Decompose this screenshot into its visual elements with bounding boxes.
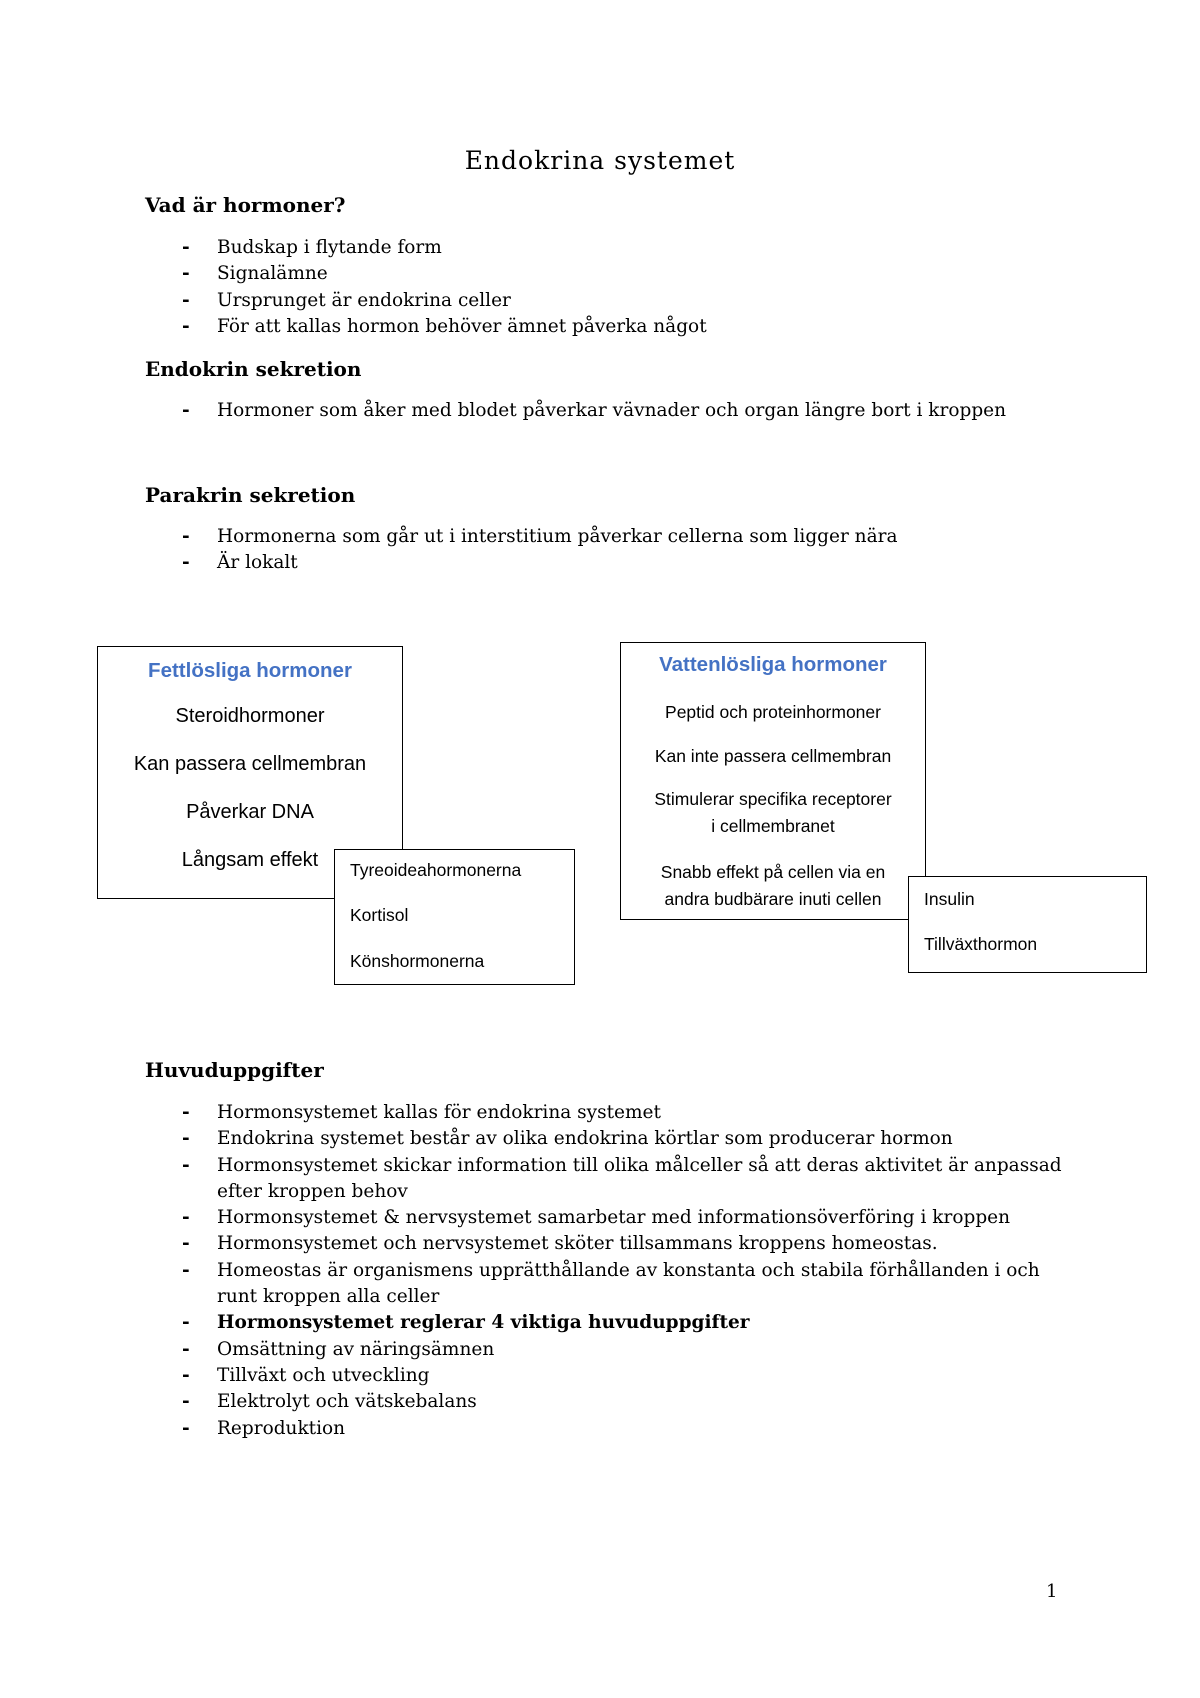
- list-item: - För att kallas hormon behöver ämnet påverka något: [182, 315, 707, 337]
- hormones-list: [0, 235, 1067, 340]
- fat-soluble-line: Kan passera cellmembran: [133, 753, 367, 775]
- list-item: - Homeostas är organismens upprätthållande av konstanta och stabila förhållanden i och runt kroppen alla celler: [182, 1259, 1040, 1308]
- document-title: Endokrina systemet: [464, 146, 736, 175]
- water-soluble-examples-box: [908, 876, 1147, 973]
- water-soluble-line: andra budbärare inuti cellen: [664, 889, 882, 909]
- section-heading-paracrine-secretion: Parakrin sekretion: [145, 483, 356, 507]
- water-soluble-line: Peptid och proteinhormoner: [665, 702, 881, 722]
- paracrine-secretion-list: [0, 524, 1067, 577]
- section-heading-hormones: Vad är hormoner?: [145, 193, 346, 217]
- main-tasks-list: [0, 1100, 1067, 1442]
- section-heading-endocrine-secretion: Endokrin sekretion: [145, 357, 362, 381]
- water-soluble-title: Vattenlösliga hormoner: [659, 653, 887, 676]
- fat-soluble-line: Påverkar DNA: [186, 801, 314, 823]
- list-item: - Budskap i flytande form: [182, 237, 442, 258]
- list-item: - Hormonsystemet skickar information till olika målceller så att deras aktivitet är anpassad efter kroppen behov: [182, 1154, 1062, 1202]
- fat-soluble-example: Kortisol: [350, 905, 409, 925]
- list-item: - Hormonsystemet & nervsystemet samarbetar med informationsöverföring i kroppen: [182, 1207, 1011, 1229]
- list-item: - Tillväxt och utveckling: [182, 1364, 430, 1386]
- water-soluble-example: Tillväxthormon: [924, 934, 1038, 954]
- list-item: - Hormonsystemet reglerar 4 viktiga huvuduppgifter: [182, 1312, 750, 1334]
- fat-soluble-example: Tyreoideahormonerna: [350, 860, 522, 880]
- list-item: - Reproduktion: [182, 1417, 346, 1439]
- fat-soluble-example: Könshormonerna: [350, 951, 485, 971]
- water-soluble-line: Stimulerar specifika receptorer: [654, 789, 892, 809]
- list-item: - Omsättning av näringsämnen: [182, 1338, 495, 1360]
- list-item: - Endokrina systemet består av olika endokrina körtlar som producerar hormon: [182, 1128, 953, 1150]
- fat-soluble-line: Steroidhormoner: [175, 705, 325, 727]
- endocrine-secretion-list: [0, 398, 1067, 424]
- page-number: 1: [1046, 1581, 1058, 1602]
- water-soluble-example: Insulin: [924, 889, 975, 909]
- list-item: - Ursprunget är endokrina celler: [182, 289, 511, 311]
- list-item: - Är lokalt: [182, 552, 298, 574]
- list-item: - Hormonerna som går ut i interstitium påverkar cellerna som ligger nära: [182, 526, 898, 547]
- list-item: - Elektrolyt och vätskebalans: [182, 1391, 477, 1413]
- fat-soluble-line: Långsam effekt: [181, 849, 319, 871]
- list-item: - Hormonsystemet kallas för endokrina systemet: [182, 1102, 661, 1123]
- fat-soluble-title: Fettlösliga hormoner: [148, 659, 352, 682]
- fat-soluble-examples-box: [334, 849, 575, 985]
- list-item: - Signalämne: [182, 263, 328, 285]
- water-soluble-line: Snabb effekt på cellen via en: [660, 862, 886, 882]
- water-soluble-line: Kan inte passera cellmembran: [654, 746, 892, 766]
- water-soluble-line: i cellmembranet: [711, 816, 835, 836]
- list-item: - Hormonsystemet och nervsystemet sköter tillsammans kroppens homeostas.: [182, 1233, 938, 1255]
- water-soluble-box: [620, 642, 926, 920]
- section-heading-main-tasks: Huvuduppgifter: [145, 1058, 324, 1082]
- list-item: - Hormoner som åker med blodet påverkar vävnader och organ längre bort i kroppen: [182, 400, 1007, 421]
